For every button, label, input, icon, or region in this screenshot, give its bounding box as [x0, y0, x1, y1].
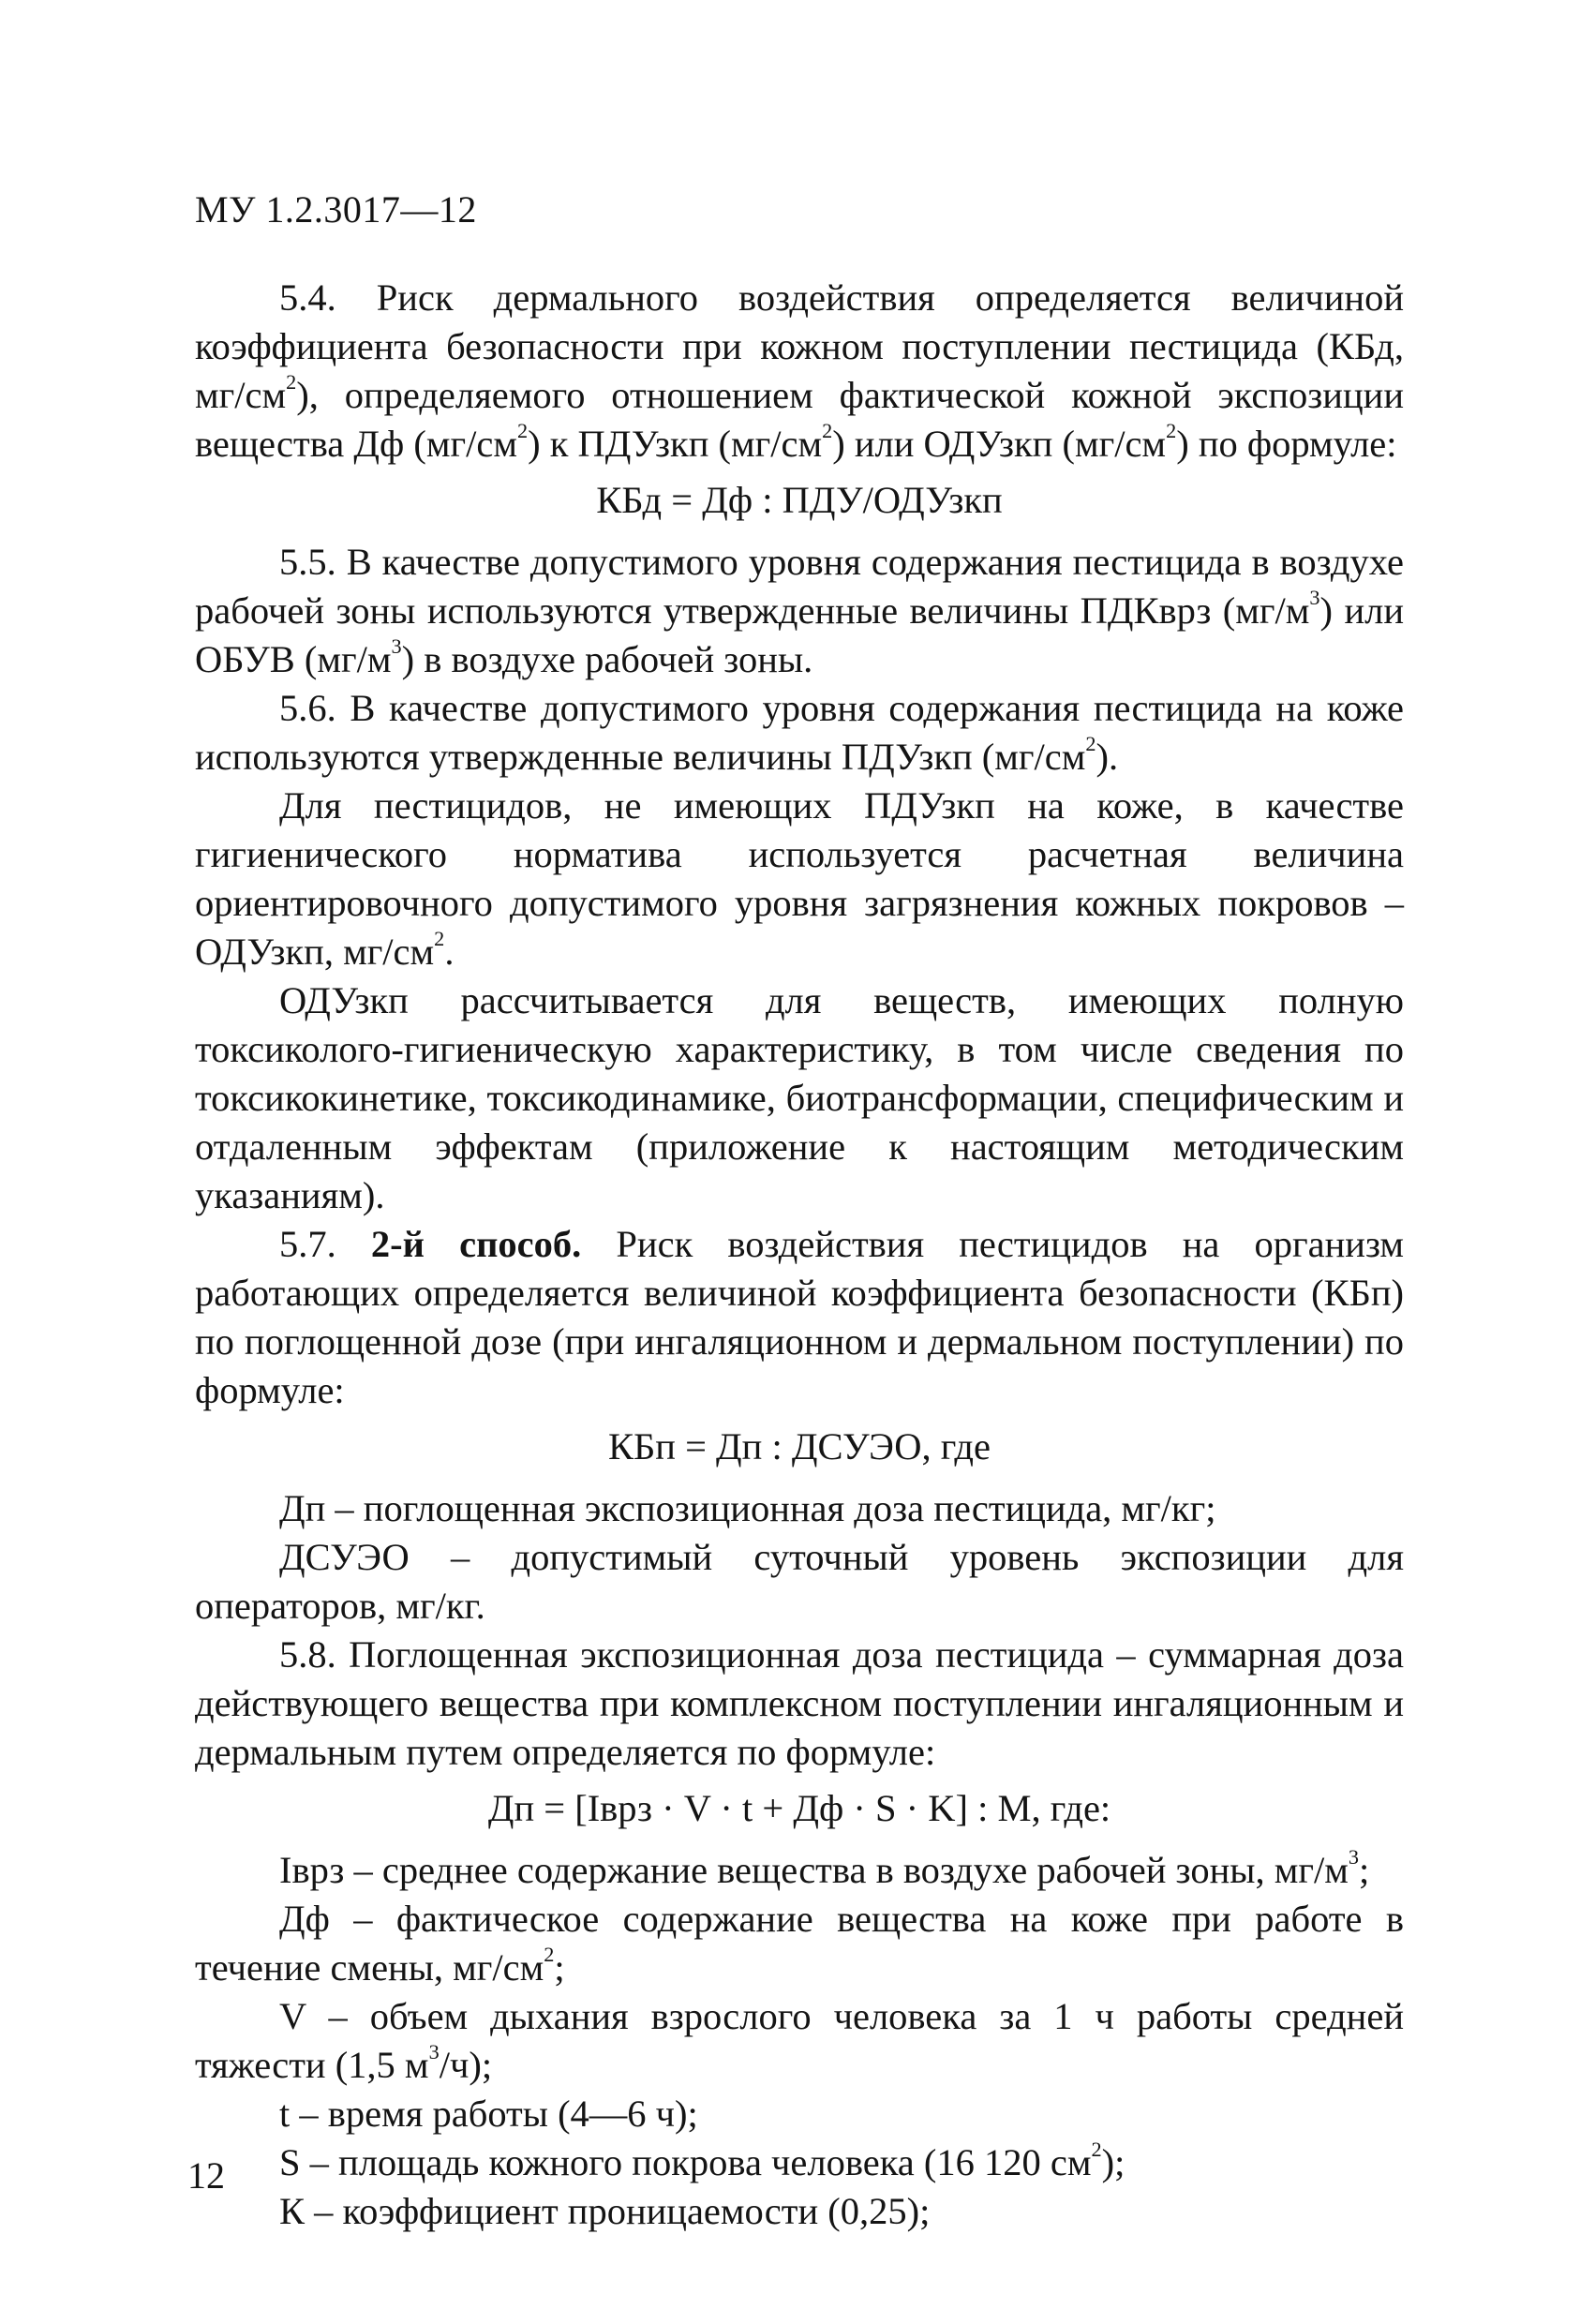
- definition-t: t – время работы (4—6 ч);: [279, 2093, 698, 2135]
- definition-s: S – площадь кожного покрова человека (16 120 $см^2$);: [279, 2137, 1125, 2183]
- paragraph-5-5: 5.5. В качестве допустимого уровня содержания пестицида в воздухе рабочей зоны используются утвержденные величины ПДКврз $(мг/м^3)$ или ОБУВ $(мг/м^3)$ в воздухе рабочей зоны.: [195, 541, 1405, 680]
- paragraph-5-8: 5.8. Поглощенная экспозиционная доза пестицида – суммарная доза действующего вещества при комплексном поступлении ингаляционным и дермальным путем определяется по формуле:: [195, 1633, 1404, 1773]
- definition-v: V – объем дыхания взрослого человека за 1 ч работы средней тяжести (1,5 $м^3/ч$);: [195, 1995, 1404, 2086]
- definition-dp: Дп – поглощенная экспозиционная доза пестицида, мг/кг;: [279, 1487, 1216, 1529]
- page-number: 12: [187, 2154, 225, 2197]
- paragraph-5-4: 5.4. Риск дермального воздействия определяется величиной коэффициента безопасности при кожном поступлении пестицида (КБд, $мг/см^2$), определяемого отношением фактической кожной экспозиции вещества Дф $(мг/см^2)$ к ПДУзкп $(мг/см^2)$ или ОДУзкп $(мг/см^2)$ по формуле:: [195, 276, 1404, 465]
- formula-kbd: КБд = Дф : ПДУ/ОДУзкп: [596, 479, 1003, 521]
- paragraph-odu-definition: Для пестицидов, не имеющих ПДУзкп на коже, в качестве гигиенического норматива используется расчетная величина ориентировочного допустимого уровня загрязнения кожных покровов – ОДУзкп, $мг/см^2$.: [195, 784, 1404, 973]
- definition-ivrz: Iврз – среднее содержание вещества в воздухе рабочей зоны, $мг/м^3$;: [279, 1844, 1370, 1891]
- formula-dp: Дп = [Iврз · V · t + Дф · S · K] : M, где:: [487, 1787, 1111, 1829]
- definition-k: К – коэффициент проницаемости (0,25);: [279, 2190, 931, 2232]
- document-body: [195, 274, 1404, 2236]
- paragraph-5-6: 5.6. В качестве допустимого уровня содержания пестицида на коже используются утвержденные величины ПДУзкп $(мг/см^2)$.: [195, 687, 1404, 778]
- paragraph-odu-calculation: ОДУзкп рассчитывается для веществ, имеющих полную токсиколого-гигиеническую характеристику, в том числе сведения по токсикокинетике, токсикодинамике, биотрансформации, специфическим и отдаленным эффектам (приложение к настоящим методическим указаниям).: [195, 979, 1404, 1216]
- paragraph-5-7: 5.7. 2-й способ. Риск воздействия пестицидов на организм работающих определяется величиной коэффициента безопасности (КБп) по поглощенной дозе (при ингаляционном и дермальном поступлении) по формуле:: [195, 1223, 1404, 1411]
- definition-df: Дф – фактическое содержание вещества на коже при работе в течение смены, $мг/см^2$;: [195, 1898, 1404, 1989]
- formula-kbp: КБп = Дп : ДСУЭО, где: [608, 1425, 991, 1467]
- document-code-header: МУ 1.2.3017—12: [195, 188, 477, 231]
- definition-dsueo: ДСУЭО – допустимый суточный уровень экспозиции для операторов, мг/кг.: [195, 1536, 1404, 1627]
